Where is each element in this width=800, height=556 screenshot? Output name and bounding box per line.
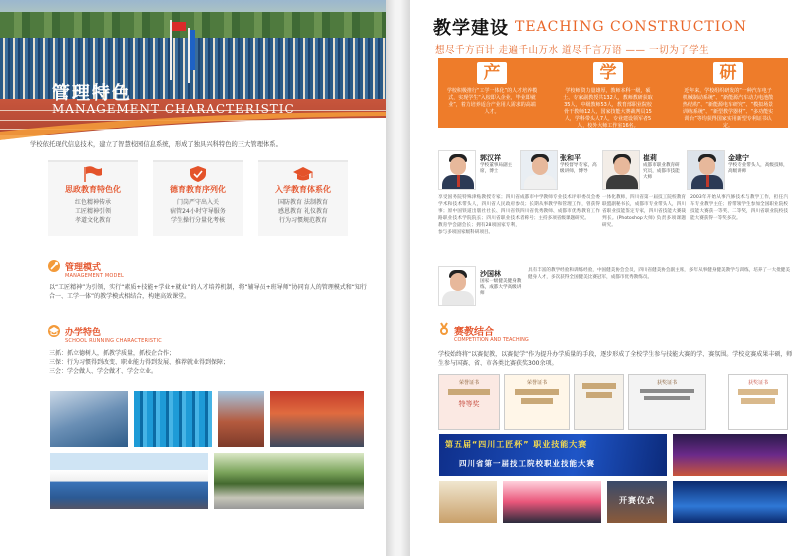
competition-text: 学校始终将“以赛促教，以赛促学”作为提升办学质量的手段，逐步形成了全校学生参与技能大赛的学、赛氛围。学校竞赛成果丰硕，师生参与国赛、省、市各类比赛获奖300余项。 — [438, 351, 793, 367]
section-title-competition: 赛教结合 — [454, 327, 494, 338]
box-char: 学 — [593, 62, 623, 84]
person-name: 金建宁 — [728, 154, 749, 162]
person-title: 学校专业带头人，高级技师，高级讲师 — [728, 163, 788, 174]
box-char: 研 — [713, 62, 743, 84]
feature-card — [258, 160, 348, 236]
wrench-icon — [47, 259, 61, 273]
photo-campus-building — [217, 390, 265, 448]
award-photo — [438, 480, 498, 524]
section-title-mode-en: MANAGEMENT MODEL — [65, 273, 124, 279]
feature-box-learning — [560, 63, 656, 129]
page-title: 教学建设 — [433, 18, 509, 39]
card-title: 思政教育特色化 — [65, 185, 121, 194]
person-name: 沙国林 — [480, 270, 501, 278]
intro-text: 学校依托现代信息技术，建立了智慧校园信息系统，形成了独具兴科特色的三大管理体系。 — [30, 141, 282, 148]
stage-photo — [672, 433, 788, 477]
portrait-photo — [687, 150, 725, 190]
feature-box-production — [444, 63, 540, 128]
school-item: 三会：学会做人、学会做才、学会立业。 — [49, 368, 158, 375]
certificate-award: 特等奖 — [458, 400, 480, 408]
card-line: 国防教育 法制教育 — [278, 199, 328, 206]
person-title: 成都市职业教育研究员，成都市技能大师 — [643, 163, 680, 180]
photo-classroom — [49, 390, 129, 448]
card-line: 学生操行分量化考核 — [170, 217, 225, 224]
box-text: 学校师资力量雄厚，教师本科一级，硕士、专家副教授共132人，教师教研获取35人，中级教师53人，教育部职业院校骨干教师12人，国家技能大赛裁判员15人，学科带头人7人，专业建设领军者5人，校外大师工作室16名。 — [563, 88, 653, 129]
feature-card — [153, 160, 243, 236]
certificate-label: 荣誉证书 — [526, 380, 547, 386]
person-name: 郭汉祥 — [480, 154, 501, 162]
photo-outdoor-training — [213, 452, 365, 510]
box-text: 学校积极推行“工学一体化”的人才培养模式，实现学生“入校即入企业，毕业即就业”，着力培养适合产业用人需求的高端人才。 — [446, 88, 538, 115]
card-line: 门岗严守出入关 — [176, 199, 219, 206]
card-title: 德育教育序列化 — [170, 185, 226, 194]
photo-collage — [49, 390, 367, 510]
card-line: 孝道文化教育 — [74, 217, 111, 224]
card-line: 感恩教育 礼仪教育 — [278, 208, 328, 215]
school-item: 三保：行为习惯得到改变、职业能力得到发展、推荐就业得到保障； — [49, 359, 230, 366]
section-title-school-en: SCHOOL RUNNING CHARACTERISTIC — [65, 338, 162, 344]
mode-text: 以“工匠精神”为引领，实行“素质+技能+学业+就业”的人才培养机制，将“辅导员+班导师”协同育人的管理模式和“知行合一、工学一体”的教学模式相结合，构建高效课堂。 — [49, 284, 367, 300]
card-line: 行为习惯规范教育 — [278, 217, 327, 224]
person-title: 学校督导专家，高级讲师，博导 — [560, 163, 597, 174]
person-name: 崔莉 — [643, 154, 657, 162]
feature-card — [48, 160, 138, 236]
opening-ceremony-label: 开赛仪式 — [619, 496, 655, 505]
card-title: 入学教育体系化 — [275, 185, 331, 194]
certificate — [628, 374, 706, 430]
person-bio: 享受国务院特殊津贴教授专家；四川省学术和技术带头人，四川省人民政府参事；原中国铁道出版社社长、四川省铁路职业技术学院院长；四川省职业技术教育学会副会长；拥有28项国家专利，参与多项国家级科研项目。 — [438, 195, 520, 235]
person-name: 张和平 — [560, 154, 581, 162]
photo-group-students — [49, 452, 209, 510]
medal-icon — [437, 322, 451, 336]
certificate-label: 获奖证书 — [747, 380, 768, 386]
box-text: 近年来，学校组织研发的“一种汽车电子机械制动系统”、“新能源汽车动力电池散热结构”、“新能源电车研究”、“模拟场景训练系统”、“新型教学器材”、“多功能实训台”等均获得国家实用新型专利证书认定。 — [682, 88, 774, 129]
page-title-en: MANAGEMENT CHARACTERISTIC — [52, 102, 295, 116]
portrait-photo — [438, 150, 476, 190]
competition-banner-photo — [438, 433, 668, 477]
card-line: 工匠精神引领 — [74, 208, 111, 215]
school-item: 三抓：抓立德树人，抓教学质量，抓校企合作； — [49, 350, 176, 357]
blue-flag — [190, 30, 195, 70]
right-page — [410, 0, 800, 556]
grad-cap-icon — [292, 165, 314, 183]
grad-cap-icon — [47, 324, 61, 338]
page-gutter — [386, 0, 410, 556]
portrait-photo — [438, 266, 476, 306]
ceremony-photo — [606, 480, 668, 524]
certificate — [504, 374, 570, 430]
person-bio: 一体化教师，四川省第一届技工院校教育联盟副秘书长，成都市专业带头人，四川省职业技能鉴定专家，四川省技能大赛裁判长。(Photoshop大师) 负责多项课题研究。 — [602, 195, 686, 228]
card-line: 宿管24小时守导服务 — [170, 208, 226, 215]
page-title-en: TEACHING CONSTRUCTION — [515, 19, 748, 35]
portrait-photo — [520, 150, 558, 190]
portrait-photo — [602, 150, 640, 190]
students-photo — [502, 480, 602, 524]
person-bio: 具有丰富的教学经验和训练经验，中国健美协会会员，四川省健美协会副主席，多年从事健身健美教学与训练，培养了一大批健美健身人才，多次获得全国健美比赛冠军，成都市优秀教练员。 — [528, 268, 790, 280]
certificate — [574, 374, 624, 430]
person-bio: 成都市中学教师专业技术评审委员会委员；长期从事教学和管理工作，曾获得四川省优秀教师、成都市优秀教育工作者称号；主持多项省级课题研究。 — [520, 195, 600, 221]
section-title-competition-en: COMPETITION AND TEACHING — [454, 337, 529, 343]
skills-event-photo — [672, 480, 788, 524]
certificate — [728, 374, 788, 430]
feature-cards — [48, 160, 348, 238]
photo-computer-lab — [133, 390, 213, 448]
person-bio: 2003年开始从事汽修技术与教学工作，担任汽车专业教学主任；曾带领学生参加全国职业院校技能大赛获一等奖、二等奖，四川省职业院校技能大赛获得一等奖多次。 — [690, 195, 788, 221]
certificate — [438, 374, 500, 430]
slogan: 想尽千方百计 走遍千山万水 道尽千言万语 —— 一切为了学生 — [435, 45, 710, 56]
person-title: 国家一级健美健身教练，成都大学高级讲师 — [480, 279, 522, 296]
red-flag — [172, 22, 186, 31]
box-char: 产 — [477, 62, 507, 84]
section-title-school: 办学特色 — [65, 328, 102, 338]
flag-icon — [82, 165, 104, 183]
feature-box-research — [680, 63, 776, 129]
banner-subtitle: 四川省第一届技工院校职业技能大赛 — [459, 459, 595, 468]
photo-ceremony — [269, 390, 365, 448]
section-title-mode: 管理模式 — [65, 263, 102, 273]
shield-icon — [187, 165, 209, 183]
certificate-label: 荣誉证书 — [458, 380, 479, 386]
certificate-label: 获奖证书 — [656, 380, 677, 386]
left-page — [0, 0, 386, 556]
page-title: 管理特色 — [52, 83, 132, 104]
person-title: 学校董事局副主席，博士 — [480, 163, 513, 174]
banner-title: 第五届“四川工匠杯” 职业技能大赛 — [445, 440, 588, 449]
card-line: 红色精神传承 — [74, 199, 111, 206]
